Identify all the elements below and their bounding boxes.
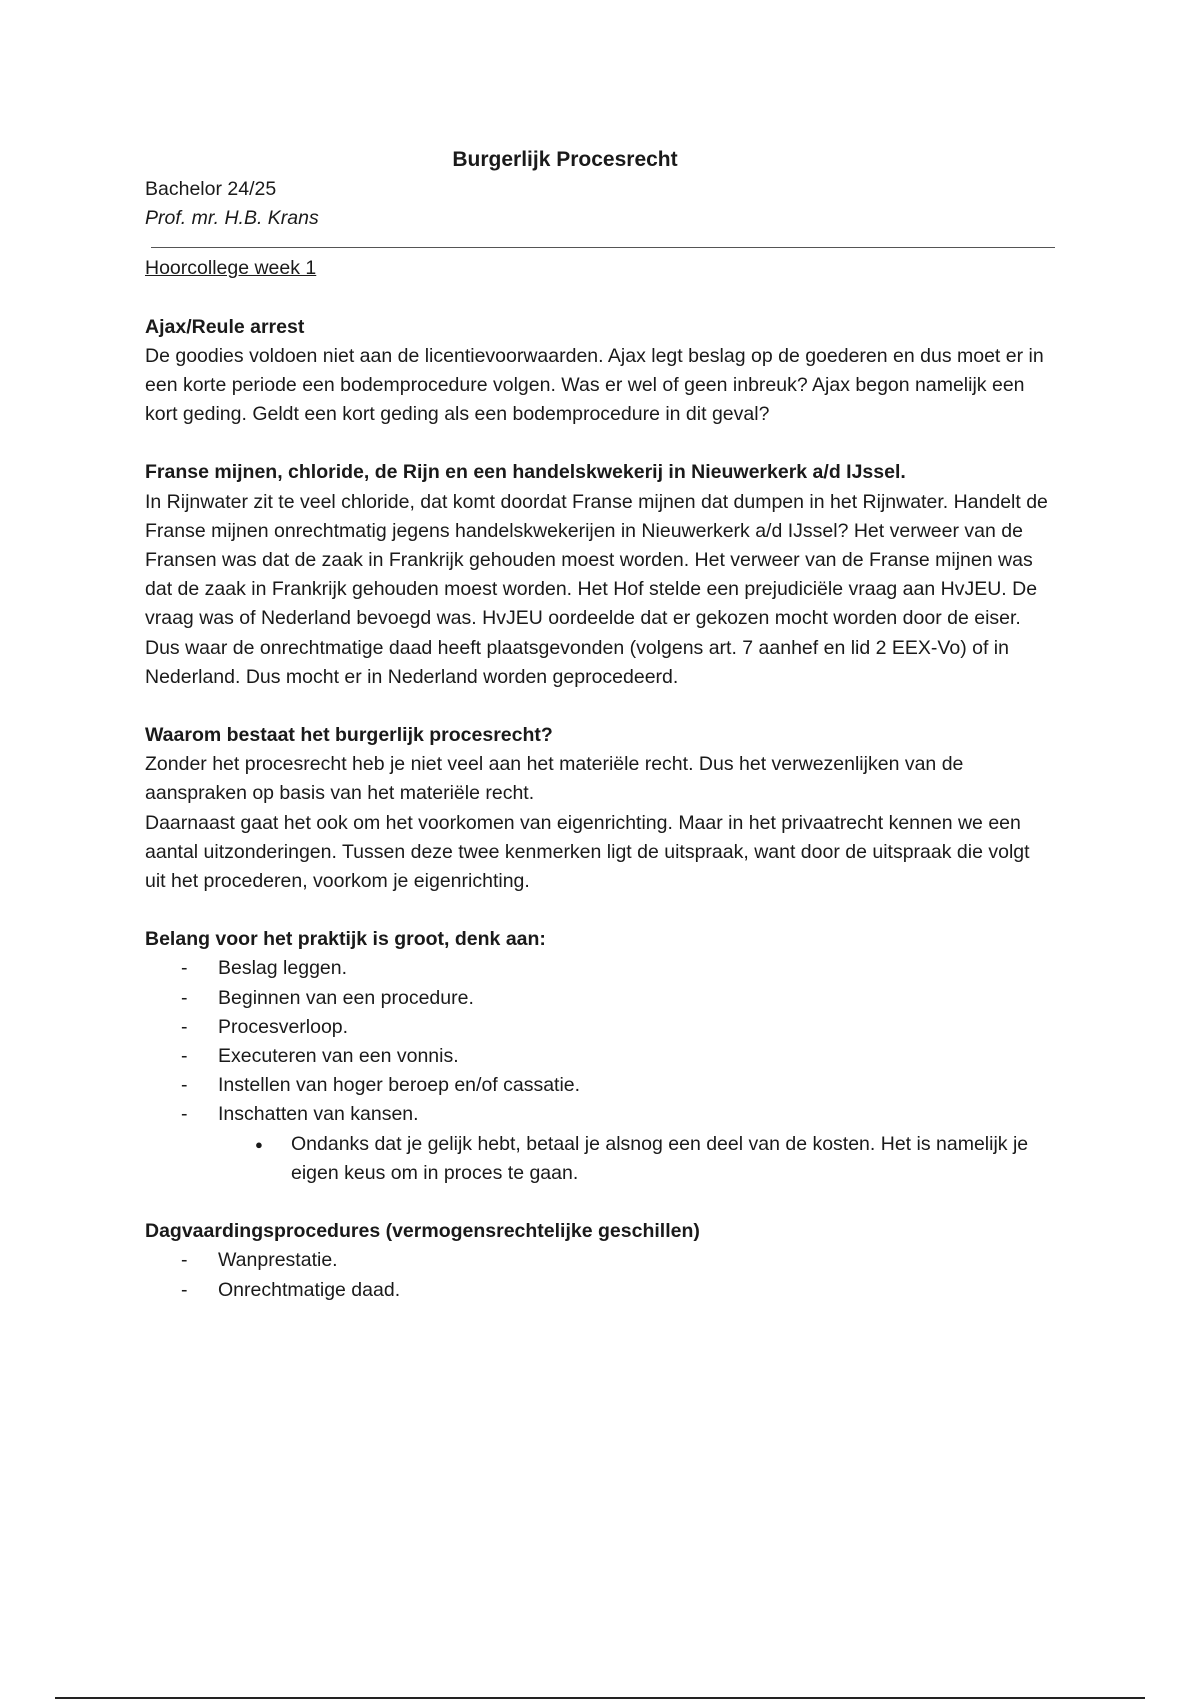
section-franse-mijnen: [145, 458, 1055, 692]
list-item: - Beginnen van een procedure.: [145, 984, 1055, 1013]
document-title: Burgerlijk Procesrecht: [452, 148, 678, 171]
list-item: - Executeren van een vonnis.: [145, 1042, 1055, 1071]
belang-list: [145, 954, 1055, 1129]
program-label: Bachelor 24/25: [145, 178, 277, 200]
section-heading: Ajax/Reule arrest: [145, 315, 305, 338]
list-item: - Instellen van hoger beroep en/of cassatie.: [145, 1071, 1055, 1100]
list-item: - Onrechtmatige daad.: [145, 1276, 1055, 1305]
list-item: - Beslag leggen.: [145, 954, 1055, 983]
list-item: - Inschatten van kansen.: [145, 1100, 1055, 1129]
section-dagvaarding: [145, 1217, 1055, 1305]
document-content: [145, 175, 1055, 1305]
section-ajax: [145, 313, 1055, 430]
list-item: - Procesverloop.: [145, 1013, 1055, 1042]
section-waarom: [145, 721, 1055, 896]
section-body: Daarnaast gaat het ook om het voorkomen van eigenrichting. Maar in het privaatrecht kennen we een aantal uitzonderingen. Tussen deze twee kenmerken ligt de uitspraak, want door de uitspraak die volgt uit het procederen, voorkom je eigenrichting.: [145, 811, 1030, 893]
week-label: Hoorcollege week 1: [145, 257, 317, 280]
section-heading: Waarom bestaat het burgerlijk procesrecht?: [145, 724, 553, 747]
belang-sub-list: [145, 1130, 1055, 1188]
list-sub-item: ● Ondanks dat je gelijk hebt, betaal je alsnog een deel van de kosten. Het is namelijk je eigen keus om in proces te gaan.: [145, 1130, 1055, 1188]
dagvaarding-list: [145, 1246, 1055, 1304]
section-belang: [145, 925, 1055, 1188]
professor-name: Prof. mr. H.B. Krans: [145, 207, 319, 230]
section-body: De goodies voldoen niet aan de licentievoorwaarden. Ajax legt beslag op de goederen en dus moet er in een korte periode een bodemprocedure volgen. Was er wel of geen inbreuk? Ajax begon namelijk een kort geding. Geldt een kort geding als een bodemprocedure in dit geval?: [145, 344, 1044, 426]
header-divider: [151, 247, 1055, 248]
section-heading: Franse mijnen, chloride, de Rijn en een handelskwekerij in Nieuwerkerk a/d IJssel.: [145, 461, 906, 484]
section-heading: Dagvaardingsprocedures (vermogensrechtelijke geschillen): [145, 1220, 700, 1243]
section-body: Zonder het procesrecht heb je niet veel aan het materiële recht. Dus het verwezenlijken van de aanspraken op basis van het materiële recht.: [145, 753, 964, 805]
list-item: - Wanprestatie.: [145, 1246, 1055, 1275]
footer-divider: [55, 1697, 1145, 1699]
section-heading: Belang voor het praktijk is groot, denk aan:: [145, 928, 546, 951]
section-body: In Rijnwater zit te veel chloride, dat komt doordat Franse mijnen dat dumpen in het Rijnwater. Handelt de Franse mijnen onrechtmatig jegens handelskwekerijen in Nieuwerkerk a/d IJssel? Het verweer van de Fransen was dat de zaak in Frankrijk gehouden moest worden. Het verweer van de Franse mijnen was dat de zaak in Frankrijk gehouden moest worden. Het Hof stelde een prejudiciële vraag aan HvJEU. De vraag was of Nederland bevoegd was. HvJEU oordeelde dat er gekozen mocht worden door de eiser. Dus waar de onrechtmatige daad heeft plaatsgevonden (volgens art. 7 aanhef en lid 2 EEX-Vo) of in Nederland. Dus mocht er in Nederland worden geprocedeerd.: [145, 490, 1048, 688]
